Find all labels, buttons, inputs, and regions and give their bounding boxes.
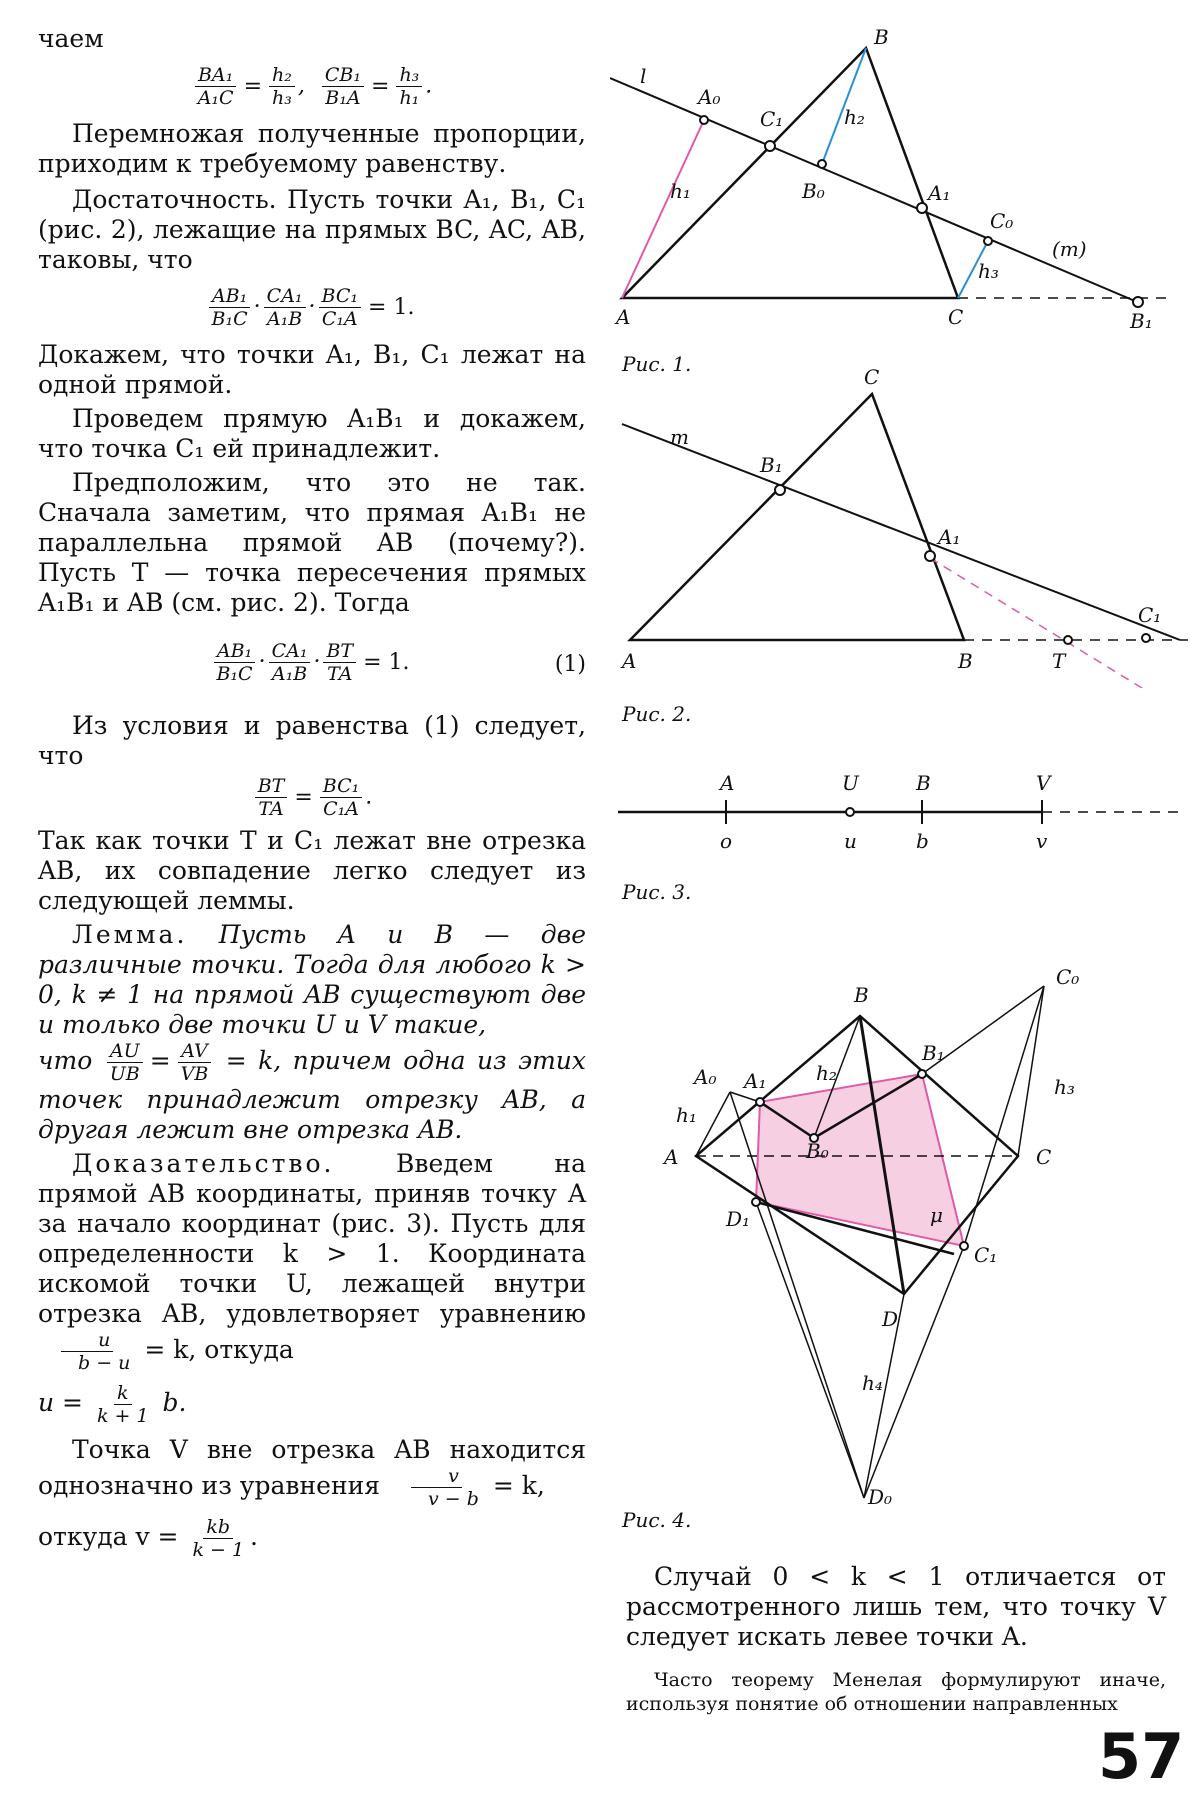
svg-text:U: U	[842, 771, 859, 795]
left-column	[38, 24, 586, 1561]
svg-text:(m): (m)	[1052, 237, 1087, 261]
svg-text:C₁: C₁	[1138, 603, 1162, 627]
fraction: $\frac{\text{BA₁}}{\text{A₁C}}$	[195, 64, 237, 109]
svg-text:b: b	[916, 829, 929, 853]
fraction: $\frac{\text{h₃}}{\text{h₁}}$	[396, 64, 422, 109]
svg-text:v: v	[1036, 829, 1048, 853]
svg-text:B₁: B₁	[1130, 309, 1153, 333]
svg-text:B: B	[916, 771, 931, 795]
svg-text:A: A	[664, 1145, 679, 1169]
svg-text:T: T	[1052, 649, 1066, 673]
svg-text:B: B	[958, 649, 973, 673]
svg-text:h₃: h₃	[1054, 1075, 1075, 1099]
svg-text:C: C	[864, 368, 880, 389]
svg-text:B₁: B₁	[760, 453, 783, 477]
triangle-abc	[622, 48, 958, 298]
svg-text:A₁: A₁	[928, 181, 951, 205]
formula-equation-1: $\frac{\text{AB₁}}{\text{B₁C}}$ · $\frac{\text{CA₁}}{\text{A₁B}}$ · $\frac{BT}{TA}$ = 1. (1)	[38, 640, 586, 685]
figure-3	[610, 766, 1190, 856]
svg-text:D₀: D₀	[868, 1485, 893, 1509]
figure-4	[610, 960, 1190, 1520]
proof-head: Доказательство.	[72, 1149, 335, 1178]
u-formula: u = $\frac{k}{k + 1}$ b.	[38, 1382, 187, 1427]
page-number: 57	[1098, 1720, 1185, 1793]
svg-text:B: B	[854, 983, 869, 1007]
proof: Доказательство. Введем на прямой AB координаты, приняв точку A за начало координат (рис. 3). Пусть для определенности k > 1. Координата искомой точки U, лежащей внутри отрезка AB, удовлетворяет уравнению $\frac{u}{b - u}$ = k, откуда	[38, 1149, 586, 1374]
svg-text:A: A	[622, 649, 637, 673]
svg-text:C: C	[1036, 1145, 1052, 1169]
fraction: $\frac{\text{CB₁}}{\text{B₁A}}$	[322, 64, 364, 109]
svg-text:h₁: h₁	[670, 179, 691, 203]
height-h1	[622, 120, 704, 298]
text-p7: Так как точки T и C₁ лежат вне отрезка AB, их совпадение легко следует из следующей леммы.	[38, 826, 586, 915]
svg-text:m: m	[670, 425, 689, 449]
svg-text:A₀: A₀	[698, 85, 721, 109]
lemma	[38, 920, 586, 1040]
svg-text:B₁: B₁	[922, 1041, 945, 1065]
svg-text:h₂: h₂	[816, 1061, 837, 1085]
right-small-paragraph: Часто теорему Менелая формулируют иначе, используя понятие об отношении направленных	[626, 1669, 1166, 1715]
lemma-continued: что $\frac{AU}{UB}$ = $\frac{AV}{VB}$ = k, причем одна из этих точек принадлежит отрезку AB, а другая лежит вне отрезка AB.	[38, 1040, 586, 1144]
caption-fig1: Рис. 1.	[622, 352, 692, 376]
svg-text:D: D	[882, 1307, 899, 1331]
text-p5: Предположим, что это не так. Сначала заметим, что прямая A₁B₁ не параллельна прямой AB (почему?). Пусть T — точка пересечения прямых A₁B₁ и AB (см. рис. 2). Тогда	[38, 468, 586, 617]
svg-text:μ: μ	[930, 1203, 943, 1227]
figure-2	[610, 368, 1190, 688]
svg-text:B₀: B₀	[802, 179, 825, 203]
formula-ratios-h: $\frac{\text{BA₁}}{\text{A₁C}}$ = $\frac{\text{h₂}}{\text{h₃}}$ , $\frac{\text{CB₁}}{\text{B₁A}}$ = $\frac{\text{h₃}}{\text{h₁}}$ .	[38, 64, 586, 109]
caption-fig4: Рис. 4.	[622, 1508, 692, 1532]
text-p8: Точка V вне отрезка AB находится однозначно из уравнения $\frac{v}{v - b}$ = k,	[38, 1435, 586, 1510]
svg-text:C₁: C₁	[974, 1243, 998, 1267]
svg-text:B₀: B₀	[806, 1139, 829, 1163]
lemma-head: Лемма.	[72, 920, 188, 949]
caption-fig3: Рис. 3.	[622, 880, 692, 904]
text-p1: Перемножая полученные пропорции, приходим к требуемому равенству.	[38, 119, 586, 178]
svg-text:D₁: D₁	[726, 1207, 751, 1231]
caption-fig2: Рис. 2.	[622, 702, 692, 726]
svg-text:o: o	[720, 829, 733, 853]
text-p2: Достаточность. Пусть точки A₁, B₁, C₁ (рис. 2), лежащие на прямых BC, AC, AB, таковы, что	[38, 185, 586, 274]
svg-text:V: V	[1036, 771, 1051, 795]
svg-text:l: l	[640, 64, 647, 88]
svg-text:A₀: A₀	[694, 1065, 717, 1089]
equation-number: (1)	[554, 652, 586, 677]
svg-text:C₀: C₀	[990, 209, 1014, 233]
svg-text:h₃: h₃	[978, 259, 999, 283]
text-p0: чаем	[38, 24, 104, 53]
svg-text:A₁: A₁	[938, 525, 961, 549]
text-p6: Из условия и равенства (1) следует, что	[38, 711, 586, 770]
svg-text:A₁: A₁	[744, 1069, 767, 1093]
svg-text:B: B	[874, 25, 889, 49]
lemma-body: Пусть A и B — две различные точки. Тогда для любого k > 0, k ≠ 1 на прямой AB существуют две и только две точки U и V такие,	[38, 920, 586, 1039]
v-formula: откуда v = $\frac{kb}{k - 1}$ .	[38, 1516, 258, 1561]
svg-text:h₁: h₁	[676, 1103, 697, 1127]
svg-text:h₄: h₄	[862, 1371, 883, 1395]
right-paragraph: Случай 0 < k < 1 отличается от рассмотренного лишь тем, что точку V следует искать левее точки A.	[626, 1562, 1166, 1651]
formula-menelaus-condition: $\frac{\text{AB₁}}{\text{B₁C}}$ · $\frac{\text{CA₁}}{\text{A₁B}}$ · $\frac{\text{BC₁}}{\text{C₁A}}$ = 1.	[38, 285, 586, 330]
figure-1	[610, 18, 1190, 348]
fraction: $\frac{\text{h₂}}{\text{h₃}}$	[269, 64, 295, 109]
svg-text:A: A	[616, 305, 631, 329]
svg-text:h₂: h₂	[844, 105, 865, 129]
formula-ratio-equality: $\frac{BT}{TA}$ = $\frac{\text{BC₁}}{\text{C₁A}}$ .	[38, 775, 586, 820]
text-p4: Проведем прямую A₁B₁ и докажем, что точка C₁ ей принадлежит.	[38, 404, 586, 463]
svg-text:C: C	[948, 305, 964, 329]
svg-text:C₀: C₀	[1056, 965, 1080, 989]
svg-text:C₁: C₁	[760, 107, 784, 131]
svg-text:u: u	[844, 829, 857, 853]
text-p3: Докажем, что точки A₁, B₁, C₁ лежат на одной прямой.	[38, 340, 586, 399]
svg-text:A: A	[720, 771, 735, 795]
